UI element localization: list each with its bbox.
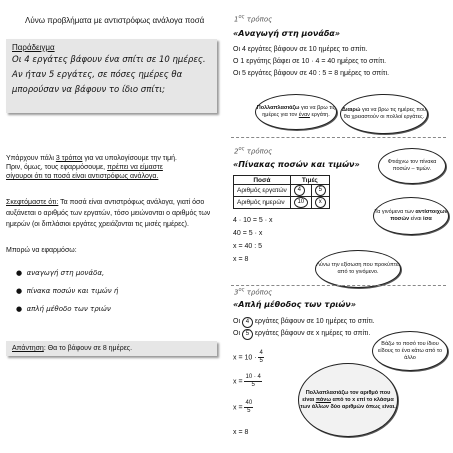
table-header: Τιμές <box>290 176 329 185</box>
equation: x = 8 <box>233 256 249 263</box>
apply-list <box>16 264 118 318</box>
page-title: Λύνω προβλήματα με αντιστρόφως ανάλογα ποσά <box>25 16 205 25</box>
method1-title: «Αναγωγή στη μονάδα» <box>233 29 341 38</box>
method3-line: Οι 5 εργάτες βάφουν σε x ημέρες το σπίτι. <box>233 328 375 340</box>
thinking-block <box>6 197 222 230</box>
example-box <box>6 39 217 113</box>
apply-label: Μπορώ να εφαρμόσω: <box>6 247 77 254</box>
method3-line: Οι 4 εργάτες βάφουν σε 10 ημέρες το σπίτι. <box>233 316 375 328</box>
equation-1: x = 10 · $\frac{4}{5}$ <box>233 350 263 364</box>
divider <box>231 137 446 138</box>
equation: x = 40 : 5 <box>233 243 262 250</box>
answer-label: Απάντηση <box>12 345 44 352</box>
values-table <box>233 175 330 209</box>
thinking-label: Σκεφτόμαστε ότι: <box>6 199 59 206</box>
table-cell: 5 <box>315 185 326 196</box>
method2-cloud-table: Φτιάχνω τον πίνακα ποσών – τιμών. <box>378 148 446 184</box>
method1-header: $1^{o\varsigma}$ τρόπος <box>234 14 273 24</box>
method2-cloud-products: Τα γινόμενα των αντίστοιχων ποσών είναι ίσα <box>373 197 449 235</box>
method3-header: $3^{o\varsigma}$ τρόπος <box>234 287 273 297</box>
apply-item: ● αναγωγή στη μονάδα, <box>16 269 105 277</box>
equation-3: x = $\frac{40}{5}$ <box>233 400 253 414</box>
intro-line1b: για να υπολογίσουμε την τιμή. <box>82 155 178 162</box>
table-row-label: Αριθμός εργατών <box>234 185 291 197</box>
apply-item: ● απλή μέθοδο των τριών <box>16 305 111 313</box>
table-row-label: Αριθμός ημερών <box>234 197 291 209</box>
method2-header: $2^{o\varsigma}$ τρόπος <box>234 146 273 156</box>
method1-line: Οι 4 εργάτες βάφουν σε 10 ημέρες το σπίτι. <box>233 46 368 53</box>
method1-line: Ο 1 εργάτης βάφει σε 10 · 4 = 40 ημέρες το σπίτι. <box>233 58 387 65</box>
method3-title: «Απλή μέθοδος των τριών» <box>233 300 356 309</box>
answer-text: : Θα το βάφουν σε 8 ημέρες. <box>43 345 133 352</box>
divider <box>231 285 446 286</box>
intro-line2u: πρέπει να είμαστε <box>107 164 163 171</box>
example-text: Οι 4 εργάτες βάφουν ένα σπίτι σε 10 ημέρες. Αν ήταν 5 εργάτες, σε πόσες ημέρες θα μπορούσαν να βάφουν το ίδιο σπίτι; <box>12 55 206 95</box>
intro-text <box>6 154 226 181</box>
method1-cloud-multiply: Πολλαπλασιάζω για να βρω τις ημέρες για τον έναν εργάτη. <box>255 94 337 130</box>
method3-cloud-align: Βάζω το ποσό του ίδιου είδους το ένα κάτω από το άλλο <box>372 331 448 371</box>
method1-cloud-divide: Διαιρώ για να βρω τις ημέρες που θα χρειαστούν οι πολλοί εργάτες. <box>340 94 428 134</box>
intro-line1u: 3 τρόποι <box>55 155 83 162</box>
equation: 4 · 10 = 5 · x <box>233 217 273 224</box>
apply-item: ● πίνακα ποσών και τιμών ή <box>16 287 119 295</box>
method3-cloud-multiply: Πολλαπλασιάζω τον αριθμό που είναι πάνω από το x επί το κλάσμα των άλλων δύο αριθμών όπως είναι. <box>298 363 398 437</box>
table-cell: x <box>315 197 326 208</box>
equation-2: x = $\frac{10 \cdot 4}{5}$ <box>233 374 261 388</box>
method1-line: Οι 5 εργάτες βάφουν σε 40 : 5 = 8 ημέρες το σπίτι. <box>233 70 390 77</box>
equation: 40 = 5 · x <box>233 230 263 237</box>
method3-lines <box>233 316 375 340</box>
table-cell: 4 <box>294 185 305 196</box>
example-label: Παράδειγμα <box>12 43 55 52</box>
intro-line2a: Πριν, όμως, τους εφαρμόσουμε, <box>6 164 108 171</box>
method2-equations <box>233 214 273 266</box>
method1-lines <box>233 44 389 80</box>
thinking-text: Τα ποσά είναι αντιστρόφως ανάλογα, γιατί όσο αυξάνεται ο αριθμός των εργατών, τόσο μειώνονται ο αριθμός των ημερών (οι διπλάσιοι εργάτες χρειάζονται τις μισές ημέρες). <box>6 199 211 228</box>
answer-box <box>6 341 217 356</box>
method2-title: «Πίνακας ποσών και τιμών» <box>233 160 360 169</box>
method2-cloud-equation: Λύνω την εξίσωση που προκύπτει από το γινόμενο. <box>315 250 401 288</box>
intro-line1a: Υπάρχουν πάλι <box>6 155 56 162</box>
intro-line3: σίγουροι ότι τα ποσά είναι αντιστρόφως ανάλογα. <box>6 173 159 180</box>
equation-4: x = 8 <box>233 429 249 436</box>
table-cell: 10 <box>294 197 308 208</box>
table-header: Ποσά <box>234 176 291 185</box>
